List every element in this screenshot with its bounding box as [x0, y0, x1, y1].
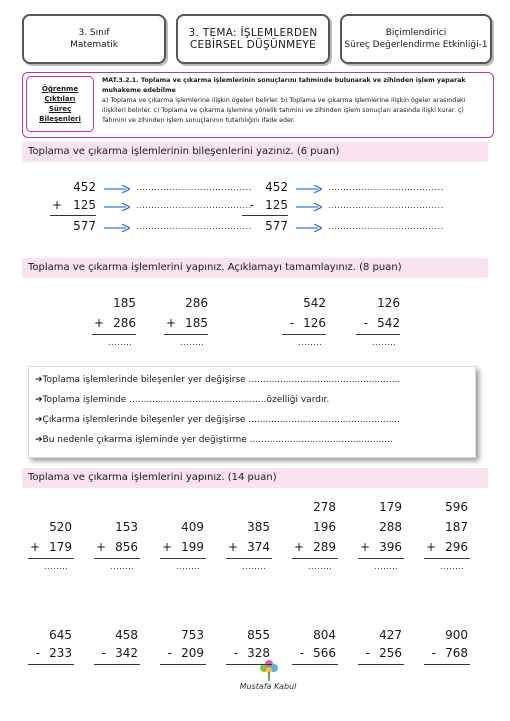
- s2-op2-rule: [164, 334, 208, 335]
- s1-left-blank-1: ......................................: [136, 183, 252, 192]
- s3-r1-op7-top: 596: [445, 500, 468, 514]
- s2-op3-blank: ........: [298, 338, 323, 347]
- s3-r2-op3-bottom: 209: [181, 646, 204, 660]
- s3-r1-op4-rule: [226, 558, 272, 559]
- s3-r2-op4-operator: -: [233, 646, 238, 660]
- s3-r2-op7-bottom: 768: [445, 646, 468, 660]
- header-subject: Matematik: [70, 40, 118, 50]
- header-theme-line1: 3. TEMA: İŞLEMLERDEN: [188, 27, 318, 39]
- header-activity-box: [340, 14, 492, 64]
- s1-left-bottom: 125: [73, 198, 96, 212]
- s2-op3-rule: [282, 334, 326, 335]
- s2-op1-operator: +: [93, 316, 104, 330]
- s3-r1-op3-operator: +: [161, 540, 172, 554]
- s3-r2-op6-rule: [358, 664, 404, 665]
- s3-r2-op6-bottom: 256: [379, 646, 402, 660]
- s1-left-arrow-icon-3: [104, 224, 130, 232]
- s1-left-arrow-icon-2: [104, 203, 130, 211]
- s3-r2-op4-top: 855: [247, 628, 270, 642]
- s3-r1-op5-rule: [292, 558, 338, 559]
- s3-r1-op7-blank: ........: [440, 562, 465, 571]
- s3-r1-op4-operator: +: [227, 540, 238, 554]
- s1-left-rule: [50, 215, 96, 216]
- s3-r2-op3-top: 753: [181, 628, 204, 642]
- s1-right-top: 452: [265, 180, 288, 194]
- s3-r2-op6-operator: -: [365, 646, 370, 660]
- s1-right-result: 577: [265, 219, 288, 233]
- s2-op2-operator: +: [165, 316, 176, 330]
- s3-r2-op5-bottom: 566: [313, 646, 336, 660]
- s2-op4-bottom: 542: [377, 316, 400, 330]
- s3-r1-op5-middle: 196: [313, 520, 336, 534]
- s3-r2-op4-bottom: 328: [247, 646, 270, 660]
- statement-2: ➔Toplama işleminde ................................................özelliği vardır.: [35, 395, 330, 405]
- s3-r2-op5-operator: -: [299, 646, 304, 660]
- header-class: 3. Sınıf: [78, 28, 110, 38]
- s3-r1-op2-operator: +: [95, 540, 106, 554]
- s3-r1-op7-operator: +: [425, 540, 436, 554]
- objectives-label-line1: Öğrenme Çıktıları: [41, 85, 79, 103]
- s3-r1-op1-operator: +: [29, 540, 40, 554]
- s3-r1-op2-bottom: 856: [115, 540, 138, 554]
- statement-3: ➔Çıkarma işlemlerinde bileşenler yer değişirse .....................................................: [35, 415, 400, 425]
- s3-r2-op2-operator: -: [101, 646, 106, 660]
- s3-r2-op1-operator: -: [35, 646, 40, 660]
- s3-r1-op2-blank: ........: [110, 562, 135, 571]
- s3-r1-op4-bottom: 374: [247, 540, 270, 554]
- s2-op1-blank: ........: [108, 338, 133, 347]
- s3-r1-op2-rule: [94, 558, 140, 559]
- s2-op1-rule: [92, 334, 136, 335]
- s3-r2-op1-bottom: 233: [49, 646, 72, 660]
- s3-r2-op7-top: 900: [445, 628, 468, 642]
- s3-r1-op6-bottom: 396: [379, 540, 402, 554]
- objectives-text: [102, 76, 486, 126]
- s2-op3-top: 542: [303, 296, 326, 310]
- s3-r1-op1-middle: 520: [49, 520, 72, 534]
- s1-right-bottom: 125: [265, 198, 288, 212]
- s3-r1-op6-rule: [358, 558, 404, 559]
- s2-op4-top: 126: [377, 296, 400, 310]
- s1-right-arrow-icon-1: [296, 185, 322, 193]
- s1-right-rule: [242, 215, 288, 216]
- s3-r2-op6-top: 427: [379, 628, 402, 642]
- objectives-label-line2: Süreç Bileşenleri: [39, 105, 81, 123]
- s3-r1-op6-operator: +: [359, 540, 370, 554]
- s3-r2-op1-top: 645: [49, 628, 72, 642]
- s3-r2-op2-top: 458: [115, 628, 138, 642]
- s2-op4-blank: ........: [372, 338, 397, 347]
- s3-r1-op5-top: 278: [313, 500, 336, 514]
- s1-left-top: 452: [73, 180, 96, 194]
- flower-logo-icon: [258, 658, 280, 682]
- s1-right-operator: -: [249, 198, 254, 212]
- section3-title: Toplama ve çıkarma işlemlerini yapınız. (14 puan): [22, 468, 488, 488]
- s3-r1-op3-middle: 409: [181, 520, 204, 534]
- s3-r2-op2-rule: [94, 664, 140, 665]
- objectives-title: MAT.3.2.1. Toplama ve çıkarma işlemlerinin sonuçlarını tahminde bulunarak ve zihinden işlem yaparak muhakeme edebilme: [102, 77, 466, 94]
- s3-r1-op5-operator: +: [293, 540, 304, 554]
- s2-op2-blank: ........: [180, 338, 205, 347]
- s3-r2-op4-rule: [226, 664, 272, 665]
- s3-r1-op6-top: 179: [379, 500, 402, 514]
- s1-right-arrow-icon-2: [296, 203, 322, 211]
- s3-r1-op6-middle: 288: [379, 520, 402, 534]
- s3-r1-op7-rule: [424, 558, 470, 559]
- s2-op3-operator: -: [289, 316, 294, 330]
- s2-op2-top: 286: [185, 296, 208, 310]
- s1-right-blank-1: ......................................: [328, 183, 444, 192]
- s1-left-blank-2: ......................................: [136, 201, 252, 210]
- header-theme-box: [176, 14, 330, 64]
- s2-op3-bottom: 126: [303, 316, 326, 330]
- header-class-box: [22, 14, 166, 64]
- s3-r2-op3-operator: -: [167, 646, 172, 660]
- statements-box: [28, 366, 476, 458]
- s2-op1-top: 185: [113, 296, 136, 310]
- s1-left-operator: +: [51, 198, 62, 212]
- objectives-body: a) Toplama ve çıkarma işlemlerine ilişkin ögeleri belirler. b) Toplama ve çıkarma işlemlerine ilişkin ögeler arasındaki ilişkileri belirler. c) Toplama ve çıkarma işlemine yönelik tahmini ve zihinden işlem sonuçları arasında ilişki kurar. ç) Tahmini ve zihinden işlem sonuçlarının tutarlılığını ifade eder.: [102, 97, 466, 124]
- s3-r1-op3-rule: [160, 558, 206, 559]
- s3-r1-op2-middle: 153: [115, 520, 138, 534]
- s3-r1-op1-blank: ........: [44, 562, 69, 571]
- header-activity-line1: Biçimlendirici: [385, 28, 447, 38]
- s3-r1-op7-bottom: 296: [445, 540, 468, 554]
- s1-right-blank-3: ......................................: [328, 222, 444, 231]
- header-activity-line2: Süreç Değerlendirme Etkinliği-1: [344, 40, 488, 50]
- section2-title: Toplama ve çıkarma işlemlerini yapınız. Açıklamayı tamamlayınız. (8 puan): [22, 258, 488, 278]
- s1-left-blank-3: ......................................: [136, 222, 252, 231]
- s1-right-blank-2: ......................................: [328, 201, 444, 210]
- s3-r1-op4-blank: ........: [242, 562, 267, 571]
- s3-r2-op5-rule: [292, 664, 338, 665]
- statement-4: ➔Bu nedenle çıkarma işleminde yer değiştirme ..................................................: [35, 435, 393, 445]
- s3-r2-op5-top: 804: [313, 628, 336, 642]
- s3-r1-op7-middle: 187: [445, 520, 468, 534]
- s3-r1-op3-blank: ........: [176, 562, 201, 571]
- header-theme-line2: CEBİRSEL DÜŞÜNMEYE: [189, 39, 317, 51]
- s1-right-arrow-icon-3: [296, 224, 322, 232]
- s3-r2-op1-rule: [28, 664, 74, 665]
- s2-op4-rule: [356, 334, 400, 335]
- s3-r2-op7-operator: -: [431, 646, 436, 660]
- s3-r2-op7-rule: [424, 664, 470, 665]
- s2-op1-bottom: 286: [113, 316, 136, 330]
- signature: Mustafa Kabul: [239, 682, 297, 691]
- s2-op4-operator: -: [363, 316, 368, 330]
- statement-1: ➔Toplama işlemlerinde bileşenler yer değişirse .....................................................: [35, 375, 401, 385]
- s2-op2-bottom: 185: [185, 316, 208, 330]
- s3-r1-op3-bottom: 199: [181, 540, 204, 554]
- section1-title: Toplama ve çıkarma işlemlerinin bileşenlerini yazınız. (6 puan): [22, 142, 488, 162]
- s1-left-result: 577: [73, 219, 96, 233]
- s3-r1-op4-middle: 385: [247, 520, 270, 534]
- s3-r1-op5-blank: ........: [308, 562, 333, 571]
- s3-r2-op2-bottom: 342: [115, 646, 138, 660]
- s3-r1-op6-blank: ........: [374, 562, 399, 571]
- s3-r1-op1-rule: [28, 558, 74, 559]
- s3-r2-op3-rule: [160, 664, 206, 665]
- s3-r1-op1-bottom: 179: [49, 540, 72, 554]
- objectives-label: [26, 76, 94, 132]
- s1-left-arrow-icon-1: [104, 185, 130, 193]
- s3-r1-op5-bottom: 289: [313, 540, 336, 554]
